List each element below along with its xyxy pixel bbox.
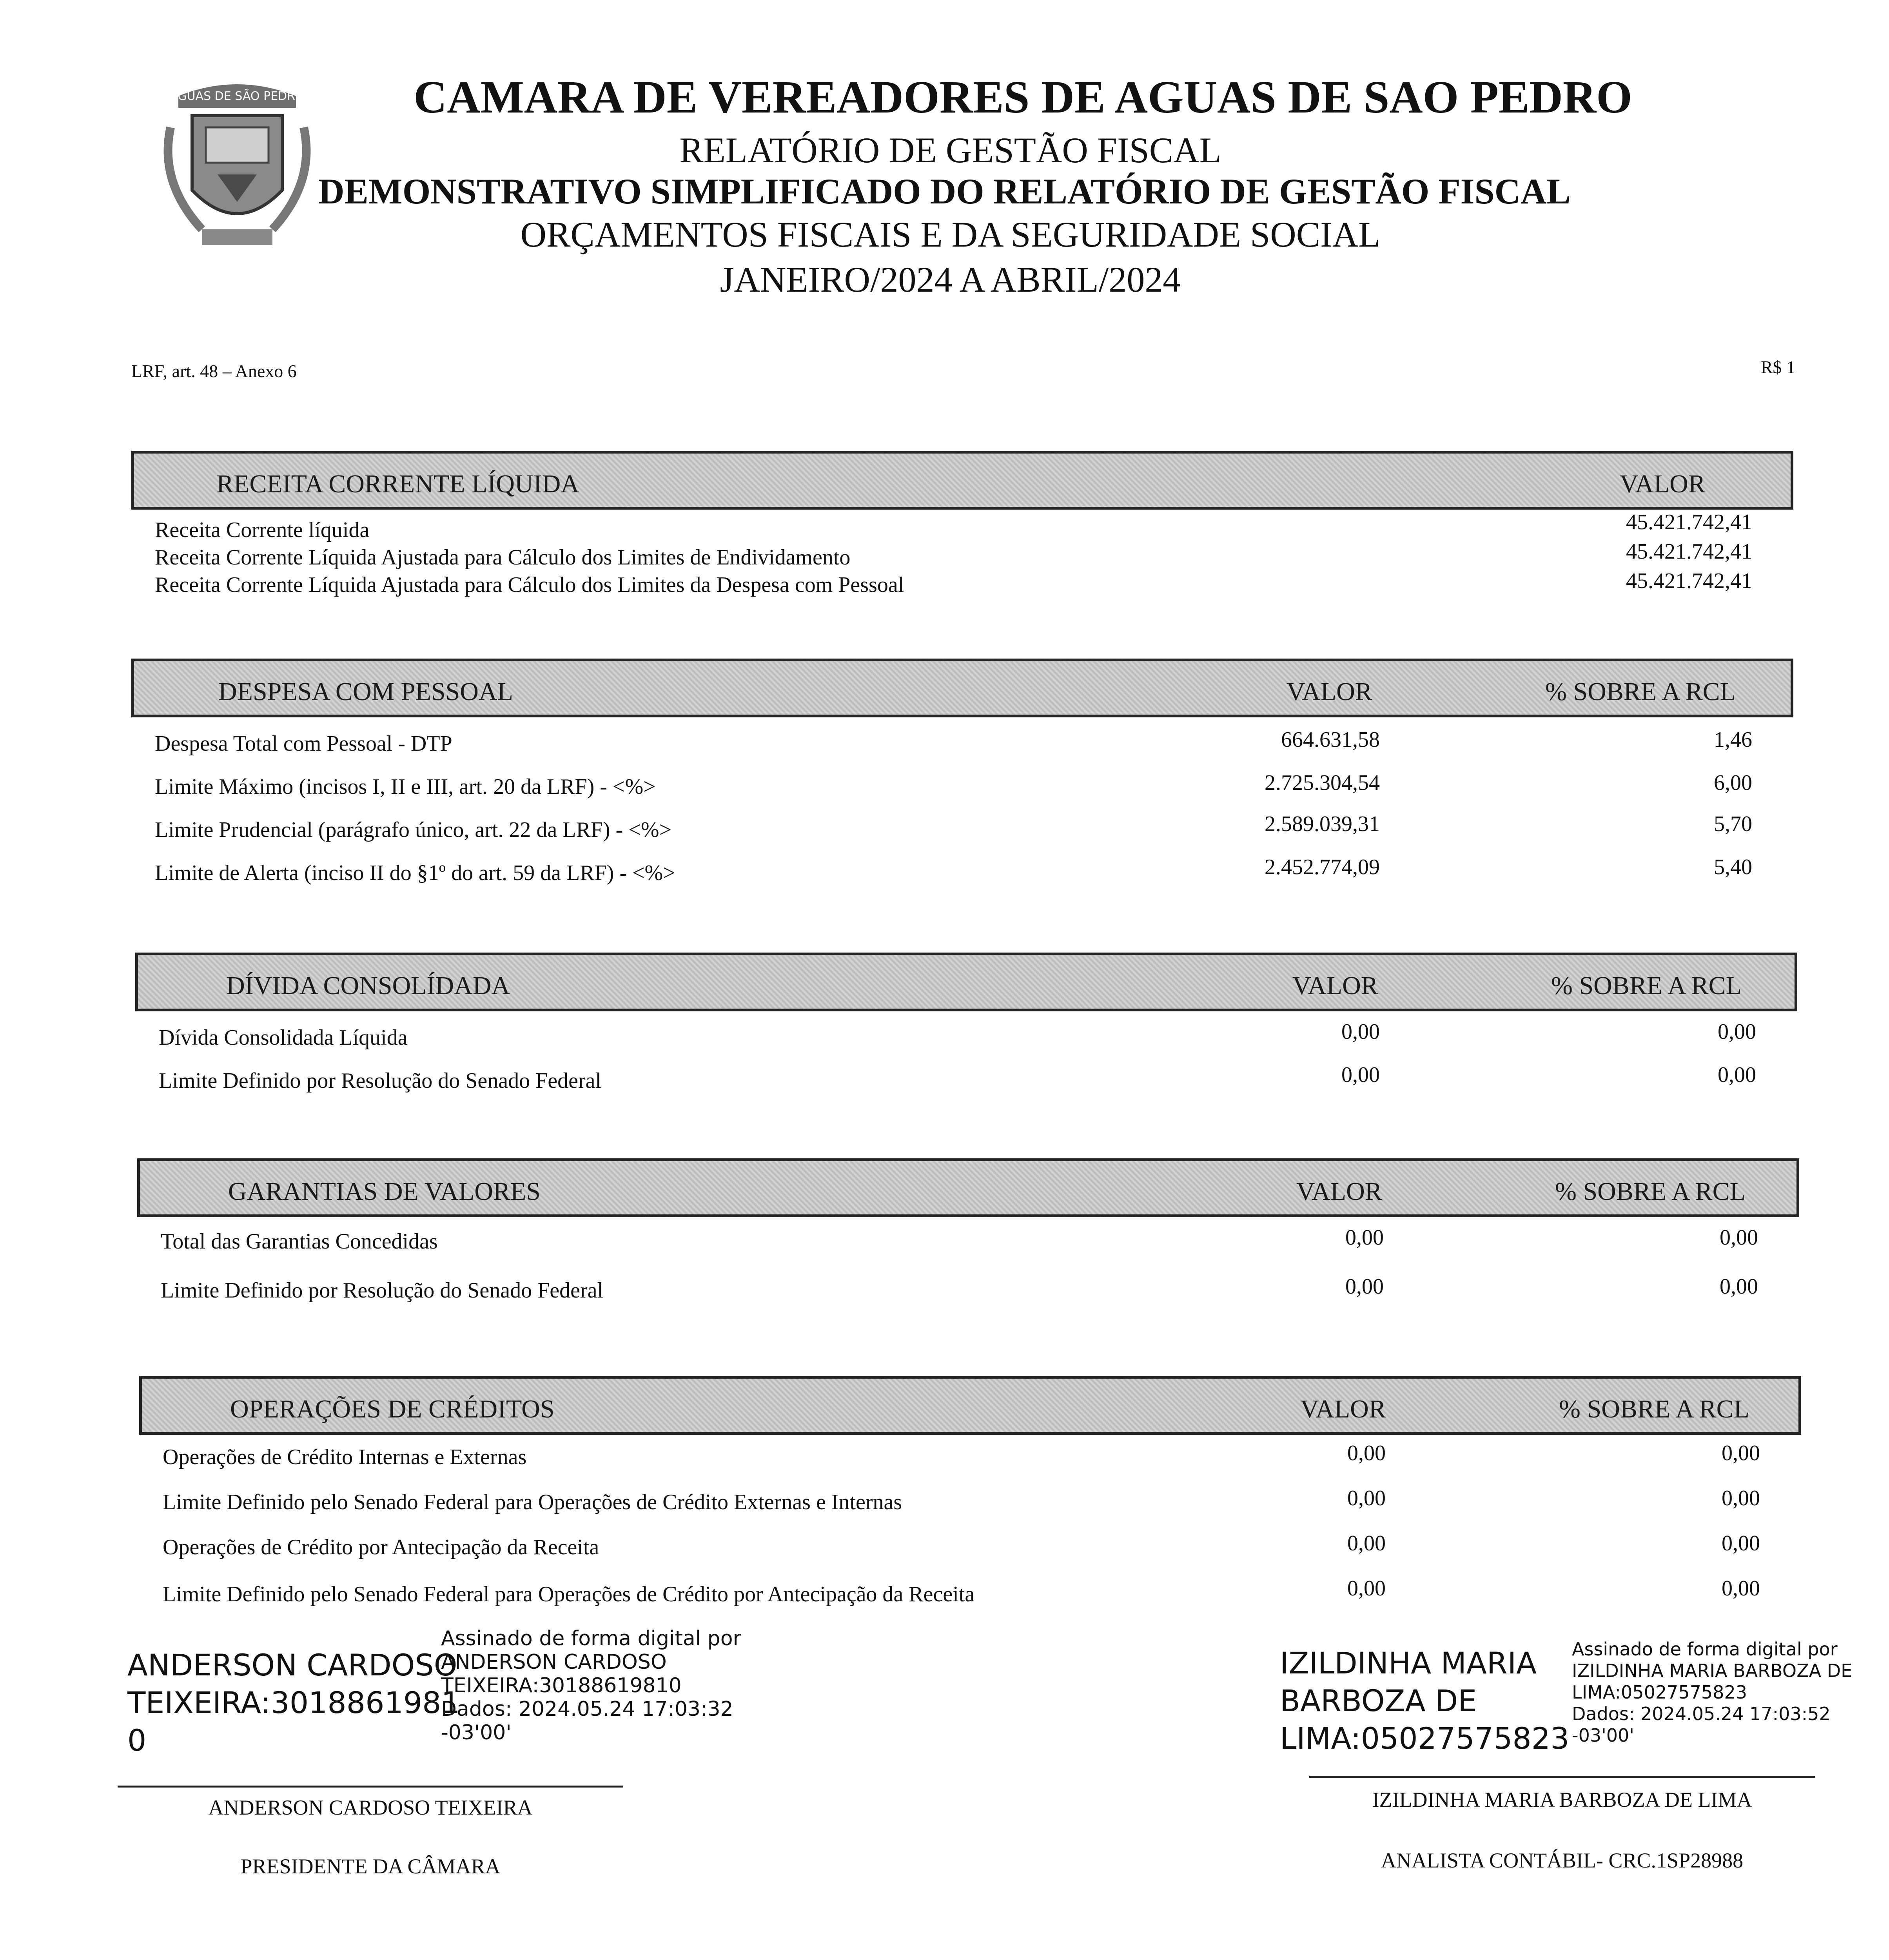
demonstrativo-title: DEMONSTRATIVO SIMPLIFICADO DO RELATÓRIO DE GESTÃO FISCAL <box>318 171 1571 211</box>
table-row-pct: 0,00 <box>1722 1531 1760 1555</box>
pessoal-header-bar <box>131 659 1793 717</box>
stamp-line: ANDERSON CARDOSO <box>441 1650 667 1674</box>
table-row-label: Limite Definido pelo Senado Federal para Operações de Crédito por Antecipação da Receita <box>163 1582 975 1606</box>
table-row-value: 0,00 <box>1347 1531 1386 1555</box>
stamp-line: IZILDINHA MARIA BARBOZA DE <box>1572 1660 1853 1681</box>
table-row-value: 2.589.039,31 <box>1265 812 1380 836</box>
digital-stamp-left <box>441 1627 741 1744</box>
table-row-label: Operações de Crédito Internas e Externas <box>163 1445 527 1469</box>
operacoes-col-pct: % SOBRE A RCL <box>1559 1395 1749 1423</box>
garantias-title: GARANTIAS DE VALORES <box>228 1177 541 1206</box>
legal-reference: LRF, art. 48 – Anexo 6 <box>131 361 297 381</box>
rcl-header-bar <box>131 451 1793 510</box>
stamp-line: TEIXEIRA:30188619810 <box>441 1674 682 1697</box>
table-row-label: Limite Definido por Resolução do Senado Federal <box>159 1069 602 1093</box>
divida-col-pct: % SOBRE A RCL <box>1551 971 1742 1000</box>
signature-line-right <box>1309 1776 1815 1778</box>
stamp-line: LIMA:05027575823 <box>1572 1682 1747 1703</box>
table-row-pct: 0,00 <box>1718 1020 1756 1044</box>
table-row-pct: 0,00 <box>1718 1063 1756 1087</box>
pessoal-col-valor: VALOR <box>1287 677 1372 706</box>
institution-title: CAMARA DE VEREADORES DE AGUAS DE SAO PEDRO <box>414 71 1632 123</box>
stamp-line: Dados: 2024.05.24 17:03:52 <box>1572 1703 1831 1724</box>
stamp-line: Assinado de forma digital por <box>441 1627 741 1650</box>
signature-left <box>127 1646 460 1759</box>
signer-printed-name-right: IZILDINHA MARIA BARBOZA DE LIMA <box>1372 1788 1752 1811</box>
table-row-value: 664.631,58 <box>1281 728 1380 752</box>
signer-role-left: PRESIDENTE DA CÂMARA <box>240 1855 501 1878</box>
table-row-value: 0,00 <box>1341 1020 1380 1044</box>
table-row-label: Limite de Alerta (inciso II do §1º do art. 59 da LRF) - <%> <box>155 861 675 885</box>
digital-stamp-right <box>1572 1639 1852 1746</box>
table-row-pct: 6,00 <box>1714 771 1752 795</box>
stamp-line: -03'00' <box>441 1721 512 1744</box>
operacoes-title: OPERAÇÕES DE CRÉDITOS <box>230 1395 555 1423</box>
orcamentos-title: ORÇAMENTOS FISCAIS E DA SEGURIDADE SOCIAL <box>520 214 1381 254</box>
table-row-value: 45.421.742,41 <box>1626 510 1752 534</box>
table-row-label: Limite Máximo (incisos I, II e III, art. 20 da LRF) - <%> <box>155 775 656 799</box>
table-row-label: Dívida Consolidada Líquida <box>159 1025 408 1050</box>
table-row-label: Limite Definido pelo Senado Federal para Operações de Crédito Externas e Internas <box>163 1490 902 1514</box>
signature-right <box>1280 1644 1569 1757</box>
divida-title: DÍVIDA CONSOLÍDADA <box>226 971 510 1000</box>
table-row-label: Receita Corrente Líquida Ajustada para Cálculo dos Limites da Despesa com Pessoal <box>155 573 904 597</box>
table-row-value: 2.452.774,09 <box>1265 855 1380 879</box>
stamp-line: -03'00' <box>1572 1725 1634 1746</box>
signer-name-line: ANDERSON CARDOSO <box>127 1648 457 1682</box>
rcl-col-valor: VALOR <box>1620 470 1706 498</box>
table-row-pct: 0,00 <box>1722 1576 1760 1601</box>
table-row-pct: 0,00 <box>1722 1441 1760 1465</box>
table-row-value: 45.421.742,41 <box>1626 539 1752 564</box>
signer-role-right: ANALISTA CONTÁBIL- CRC.1SP28988 <box>1381 1849 1744 1872</box>
report-title: RELATÓRIO DE GESTÃO FISCAL <box>679 130 1221 170</box>
table-row-value: 0,00 <box>1347 1441 1386 1465</box>
table-row-label: Receita Corrente Líquida Ajustada para Cálculo dos Limites de Endividamento <box>155 545 851 570</box>
table-row-label: Limite Definido por Resolução do Senado Federal <box>161 1278 604 1303</box>
signer-name-line: LIMA:05027575823 <box>1280 1721 1570 1756</box>
table-row-pct: 5,40 <box>1714 855 1752 879</box>
pessoal-title: DESPESA COM PESSOAL <box>218 677 513 706</box>
table-row-value: 0,00 <box>1347 1576 1386 1601</box>
table-row-value: 0,00 <box>1341 1063 1380 1087</box>
period-title: JANEIRO/2024 A ABRIL/2024 <box>720 260 1181 299</box>
signature-line-left <box>118 1786 623 1788</box>
operacoes-header-bar <box>139 1376 1801 1435</box>
garantias-col-valor: VALOR <box>1296 1177 1382 1206</box>
signer-name-line: BARBOZA DE <box>1280 1683 1477 1718</box>
signer-name-line: TEIXEIRA:3018861981 <box>127 1685 460 1720</box>
stamp-line: Dados: 2024.05.24 17:03:32 <box>441 1697 733 1721</box>
stamp-line: Assinado de forma digital por <box>1572 1639 1838 1660</box>
divida-header-bar <box>135 953 1797 1011</box>
table-row-label: Total das Garantias Concedidas <box>161 1229 438 1254</box>
table-row-pct: 0,00 <box>1720 1225 1758 1250</box>
garantias-header-bar <box>137 1158 1799 1217</box>
signer-name-line: 0 <box>127 1723 147 1758</box>
garantias-col-pct: % SOBRE A RCL <box>1555 1177 1746 1206</box>
table-row-value: 0,00 <box>1347 1486 1386 1510</box>
crest-label: AGUAS DE SÃO PEDRO <box>170 89 305 103</box>
table-row-pct: 5,70 <box>1714 812 1752 836</box>
table-row-pct: 1,46 <box>1714 728 1752 752</box>
table-row-label: Despesa Total com Pessoal - DTP <box>155 731 452 756</box>
rcl-title: RECEITA CORRENTE LÍQUIDA <box>216 470 579 498</box>
table-row-value: 0,00 <box>1345 1274 1384 1299</box>
operacoes-col-valor: VALOR <box>1300 1395 1386 1423</box>
currency-unit: R$ 1 <box>1760 357 1795 377</box>
table-row-pct: 0,00 <box>1722 1486 1760 1510</box>
table-row-value: 2.725.304,54 <box>1265 771 1380 795</box>
table-row-pct: 0,00 <box>1720 1274 1758 1299</box>
divida-col-valor: VALOR <box>1292 971 1378 1000</box>
signer-name-line: IZILDINHA MARIA <box>1280 1646 1537 1681</box>
signer-printed-name-left: ANDERSON CARDOSO TEIXEIRA <box>208 1796 533 1819</box>
table-row-label: Operações de Crédito por Antecipação da Receita <box>163 1535 599 1559</box>
pessoal-col-pct: % SOBRE A RCL <box>1545 677 1736 706</box>
table-row-label: Receita Corrente líquida <box>155 518 370 542</box>
table-row-label: Limite Prudencial (parágrafo único, art. 22 da LRF) - <%> <box>155 818 672 842</box>
table-row-value: 45.421.742,41 <box>1626 569 1752 593</box>
table-row-value: 0,00 <box>1345 1225 1384 1250</box>
